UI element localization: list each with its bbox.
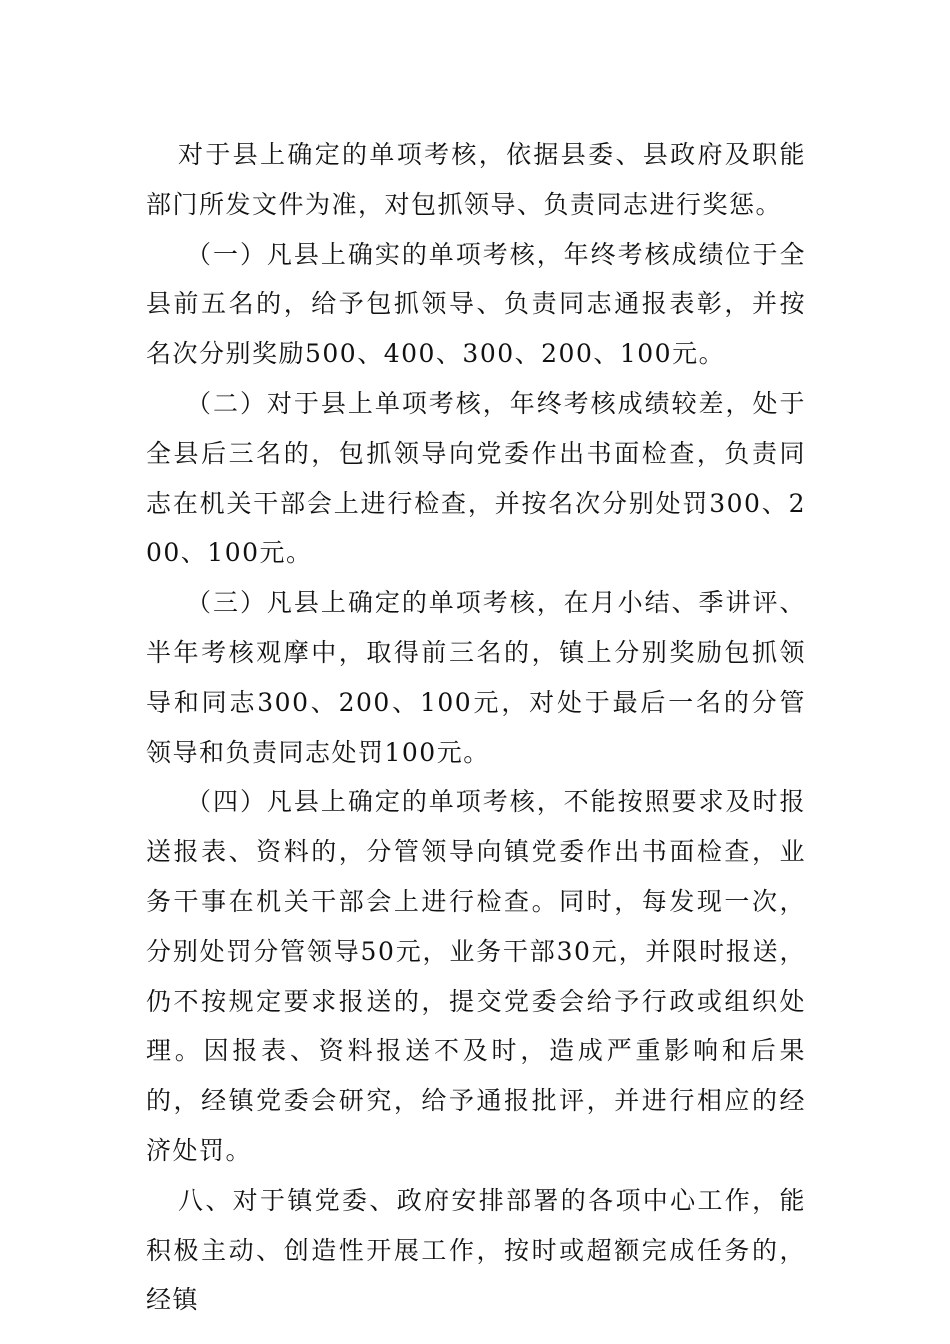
paragraph-item-3: （三）凡县上确定的单项考核，在月小结、季讲评、半年考核观摩中，取得前三名的，镇上分别奖励包抓领导和同志300、200、100元，对处于最后一名的分管领导和负责同志处罚100元。	[146, 588, 806, 767]
paragraph-item-4: （四）凡县上确定的单项考核，不能按照要求及时报送报表、资料的，分管领导向镇党委作出书面检查，业务干事在机关干部会上进行检查。同时，每发现一次，分别处罚分管领导50元，业务干部30元，并限时报送，仍不按规定要求报送的，提交党委会给予行政或组织处理。因报表、资料报送不及时，造成严重影响和后果的，经镇党委会研究，给予通报批评，并进行相应的经济处罚。	[146, 787, 806, 1165]
paragraph-intro: 对于县上确定的单项考核，依据县委、县政府及职能部门所发文件为准，对包抓领导、负责同志进行奖惩。	[146, 140, 806, 219]
document-body	[146, 130, 806, 1325]
paragraph-item-1: （一）凡县上确实的单项考核，年终考核成绩位于全县前五名的，给予包抓领导、负责同志通报表彰，并按名次分别奖励500、400、300、200、100元。	[146, 239, 806, 369]
paragraph-item-2: （二）对于县上单项考核，年终考核成绩较差，处于全县后三名的，包抓领导向党委作出书面检查，负责同志在机关干部会上进行检查，并按名次分别处罚300、200、100元。	[146, 388, 806, 568]
paragraph-section-8: 八、对于镇党委、政府安排部署的各项中心工作，能积极主动、创造性开展工作，按时或超额完成任务的，经镇	[146, 1185, 806, 1315]
